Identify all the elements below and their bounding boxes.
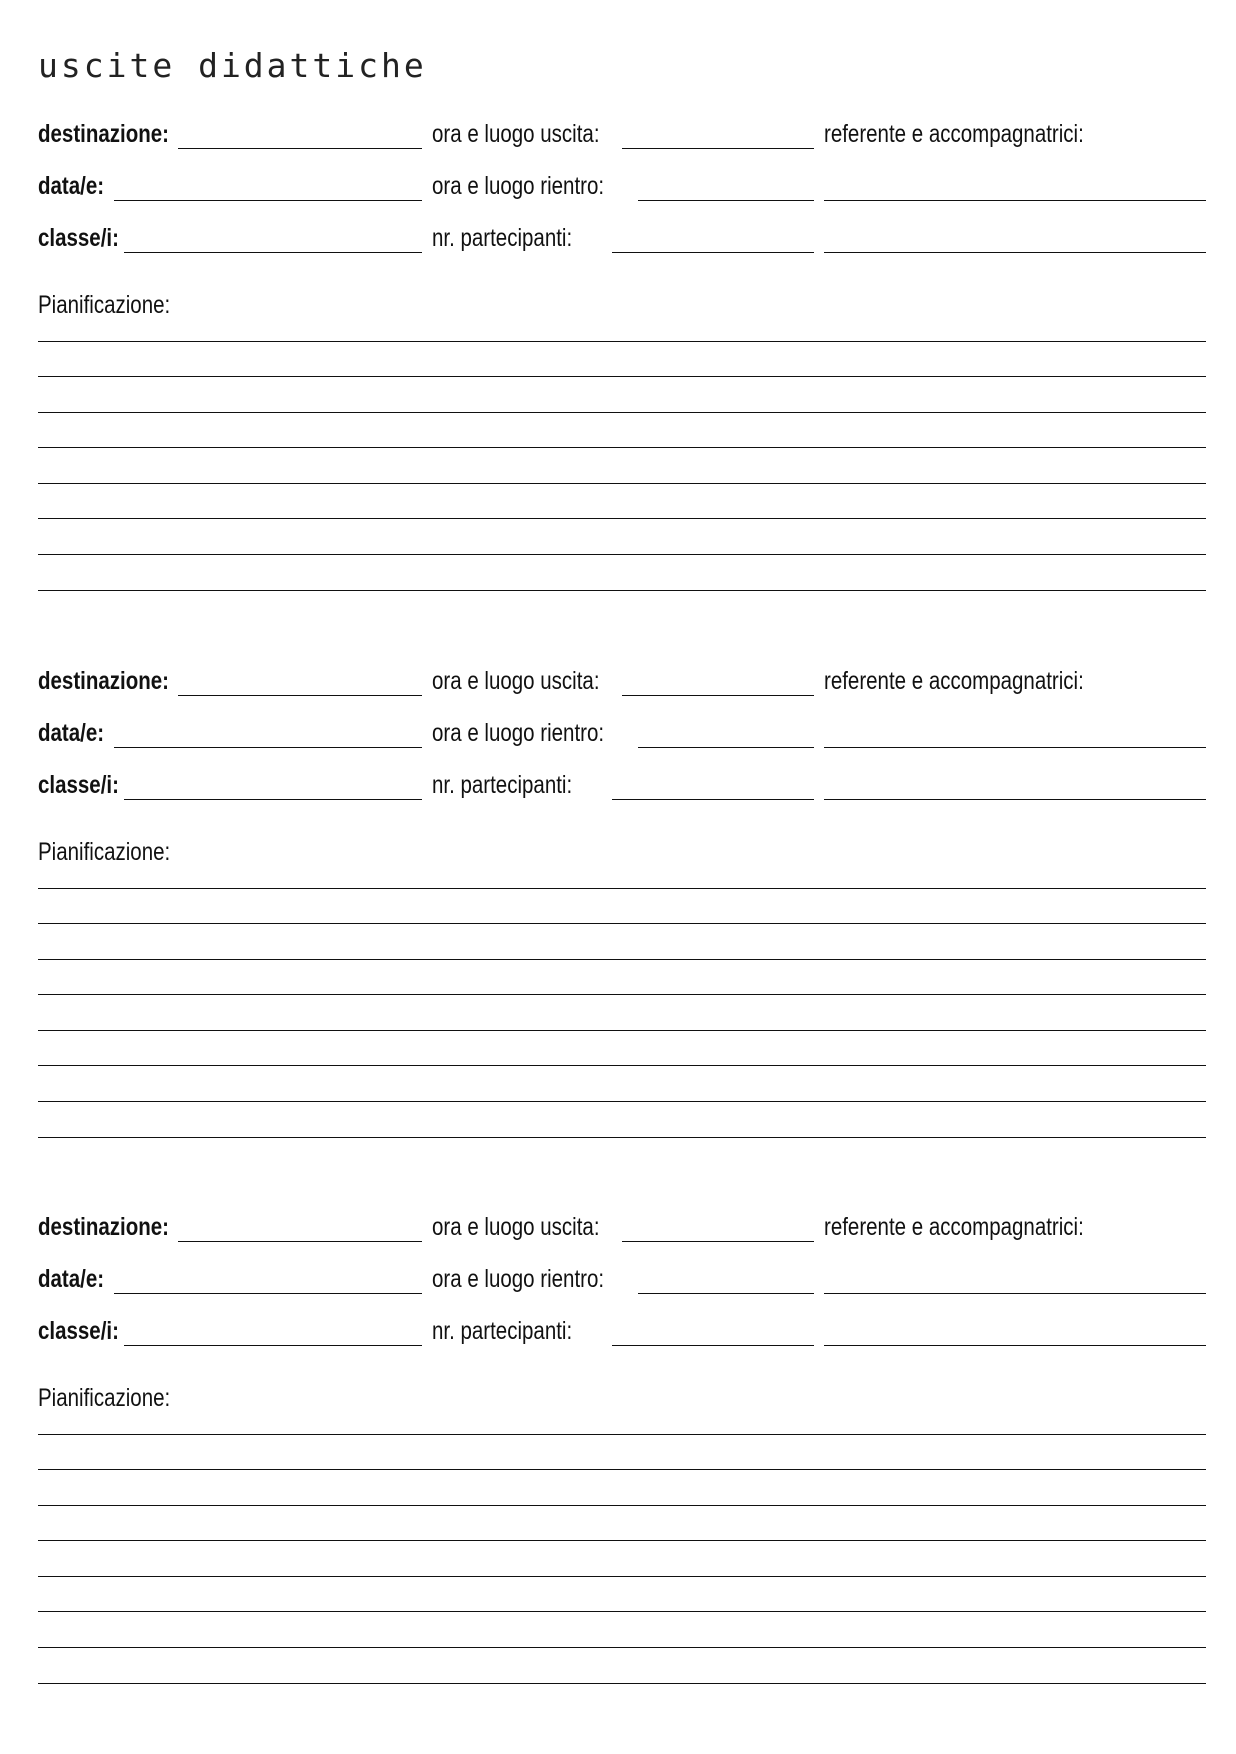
planning-line[interactable] [38,994,1206,995]
planning-label: Pianificazione: [38,1384,171,1412]
departure-label: ora e luogo uscita: [432,667,600,695]
departure-label: ora e luogo uscita: [432,1213,600,1241]
planning-line[interactable] [38,959,1206,960]
page-title: uscite didattiche [38,46,427,85]
planning-line[interactable] [38,1576,1206,1577]
return-label: ora e luogo rientro: [432,172,605,200]
referent-field-1[interactable] [824,747,1206,748]
planning-line[interactable] [38,376,1206,377]
participants-label: nr. partecipanti: [432,1317,573,1345]
planning-line[interactable] [38,412,1206,413]
referent-field-1[interactable] [824,1293,1206,1294]
dates-label: data/e: [38,172,105,200]
destination-label: destinazione: [38,120,169,148]
trip-section [0,1093,1236,1593]
planning-line[interactable] [38,1065,1206,1066]
referent-label: referente e accompagnatrici: [824,667,1084,695]
planning-line[interactable] [38,1647,1206,1648]
dates-field[interactable] [114,747,422,748]
classes-field[interactable] [124,252,422,253]
planning-line[interactable] [38,1540,1206,1541]
referent-field-2[interactable] [824,252,1206,253]
departure-field[interactable] [622,695,814,696]
destination-field[interactable] [178,148,422,149]
departure-field[interactable] [622,1241,814,1242]
trip-section [0,0,1236,500]
destination-label: destinazione: [38,667,169,695]
classes-field[interactable] [124,799,422,800]
planning-line[interactable] [38,1611,1206,1612]
referent-label: referente e accompagnatrici: [824,120,1084,148]
departure-field[interactable] [622,148,814,149]
trip-section [0,547,1236,1047]
planning-line[interactable] [38,341,1206,342]
departure-label: ora e luogo uscita: [432,120,600,148]
classes-field[interactable] [124,1345,422,1346]
return-field[interactable] [638,200,814,201]
planning-line[interactable] [38,1469,1206,1470]
participants-field[interactable] [612,799,814,800]
participants-field[interactable] [612,252,814,253]
return-label: ora e luogo rientro: [432,719,605,747]
planning-label: Pianificazione: [38,838,171,866]
destination-label: destinazione: [38,1213,169,1241]
destination-field[interactable] [178,695,422,696]
destination-field[interactable] [178,1241,422,1242]
return-label: ora e luogo rientro: [432,1265,605,1293]
participants-field[interactable] [612,1345,814,1346]
planning-line[interactable] [38,483,1206,484]
classes-label: classe/i: [38,224,119,252]
referent-field-2[interactable] [824,1345,1206,1346]
planning-line[interactable] [38,447,1206,448]
dates-field[interactable] [114,200,422,201]
planning-line[interactable] [38,923,1206,924]
referent-field-2[interactable] [824,799,1206,800]
participants-label: nr. partecipanti: [432,771,573,799]
classes-label: classe/i: [38,1317,119,1345]
planning-line[interactable] [38,1434,1206,1435]
planning-label: Pianificazione: [38,291,171,319]
return-field[interactable] [638,1293,814,1294]
planning-line[interactable] [38,1683,1206,1684]
return-field[interactable] [638,747,814,748]
referent-field-1[interactable] [824,200,1206,201]
participants-label: nr. partecipanti: [432,224,573,252]
classes-label: classe/i: [38,771,119,799]
planning-line[interactable] [38,1505,1206,1506]
referent-label: referente e accompagnatrici: [824,1213,1084,1241]
dates-field[interactable] [114,1293,422,1294]
dates-label: data/e: [38,719,105,747]
planning-line[interactable] [38,1030,1206,1031]
dates-label: data/e: [38,1265,105,1293]
planning-line[interactable] [38,888,1206,889]
planning-line[interactable] [38,518,1206,519]
